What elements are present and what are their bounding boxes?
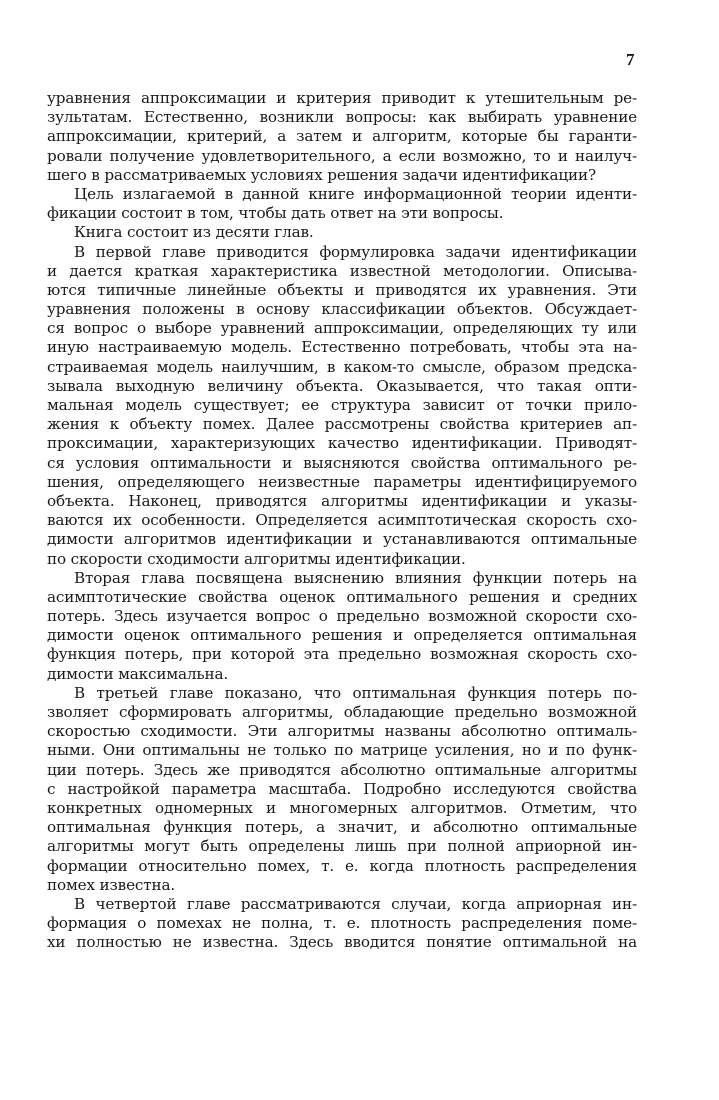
body-text [47, 89, 637, 952]
text-line: алгоритмы могут быть определены лишь при полной априорной ин- [47, 837, 637, 856]
text-line: с настройкой параметра масштаба. Подробно исследуются свойства [47, 779, 637, 798]
text-line: уравнения аппроксимации и критерия приводит к утешительным ре- [47, 89, 637, 107]
text-line: жения к объекту помех. Далее рассмотрены свойства критериев ап- [47, 415, 637, 434]
text-line: конкретных одномерных и многомерных алгоритмов. Отметим, что [47, 798, 637, 817]
text-line: В четвертой главе рассматриваются случаи, когда априорная ин- [74, 894, 637, 913]
text-line: В первой главе приводится формулировка задачи идентификации [74, 242, 637, 261]
text-line: по скорости сходимости алгоритмы идентификации. [47, 549, 466, 568]
text-line: мальная модель существует; ее структура зависит от точки прило- [47, 396, 637, 414]
text-line: шего в рассматриваемых условиях решения задачи идентификации? [47, 165, 596, 184]
text-line: В третьей главе показано, что оптимальная функция потерь по- [74, 683, 637, 702]
text-line: объекта. Наконец, приводятся алгоритмы идентификации и указы- [47, 491, 637, 510]
text-line: ются типичные линейные объекты и приводятся их уравнения. Эти [47, 280, 637, 299]
text-line: уравнения положены в основу классификации объектов. Обсуждает- [47, 300, 637, 319]
text-line: Вторая глава посвящена выяснению влияния функции потерь на [74, 568, 637, 587]
text-line: проксимации, характеризующих качество идентификации. Приводят- [47, 434, 637, 453]
text-line: Книга состоит из десяти глав. [74, 223, 314, 242]
text-line: димости максимальна. [47, 664, 229, 683]
text-line: скоростью сходимости. Эти алгоритмы названы абсолютно оптималь- [47, 722, 637, 741]
text-line: ровали получение удовлетворительного, а если возможно, то и наилуч- [47, 146, 637, 165]
text-line: зывала выходную величину объекта. Оказывается, что такая опти- [47, 376, 637, 395]
text-line: и дается краткая характеристика известной методологии. Описыва- [47, 261, 637, 280]
text-line: фикации состоит в том, чтобы дать ответ на эти вопросы. [47, 204, 504, 223]
text-line: потерь. Здесь изучается вопрос о предельно возможной скорости схо- [47, 607, 637, 626]
text-line: ся условия оптимальности и выясняются свойства оптимального ре- [47, 453, 637, 472]
text-line: ваются их особенности. Определяется асимптотическая скорость схо- [47, 511, 637, 530]
text-line: страиваемая модель наилучшим, в каком-то смысле, образом предска- [47, 357, 637, 376]
text-line: зультатам. Естественно, возникли вопросы: как выбирать уравнение [47, 108, 637, 127]
text-line: димости оценок оптимального решения и определяется оптимальная [47, 626, 637, 645]
text-line: ции потерь. Здесь же приводятся абсолютно оптимальные алгоритмы [47, 760, 637, 779]
text-line: димости алгоритмов идентификации и устанавливаются оптимальные [47, 530, 637, 549]
text-line: помех известна. [47, 875, 176, 894]
text-line: асимптотические свойства оценок оптимального решения и средних [47, 587, 637, 606]
text-line: аппроксимации, критерий, а затем и алгоритм, которые бы гаранти- [47, 127, 637, 146]
text-line: формации относительно помех, т. е. когда плотность распределения [47, 856, 637, 875]
text-line: формация о помехах не полна, т. е. плотность распределения поме- [47, 914, 637, 933]
text-line: шения, определяющего неизвестные параметры идентифицируемого [47, 472, 637, 491]
text-line: иную настраиваемую модель. Естественно потребовать, чтобы эта на- [47, 338, 637, 357]
page-number: 7 [626, 50, 635, 69]
text-line: оптимальная функция потерь, а значит, и абсолютно оптимальные [47, 818, 637, 837]
text-line: хи полностью не известна. Здесь вводится понятие оптимальной на [47, 933, 637, 952]
text-line: ными. Они оптимальны не только по матрице усиления, но и по функ- [47, 741, 637, 760]
text-line: функция потерь, при которой эта предельно возможная скорость схо- [47, 645, 637, 664]
text-line: Цель излагаемой в данной книге информационной теории иденти- [74, 184, 637, 203]
text-line: зволяет сформировать алгоритмы, обладающие предельно возможной [47, 703, 637, 721]
text-line: ся вопрос о выборе уравнений аппроксимации, определяющих ту или [47, 319, 637, 338]
